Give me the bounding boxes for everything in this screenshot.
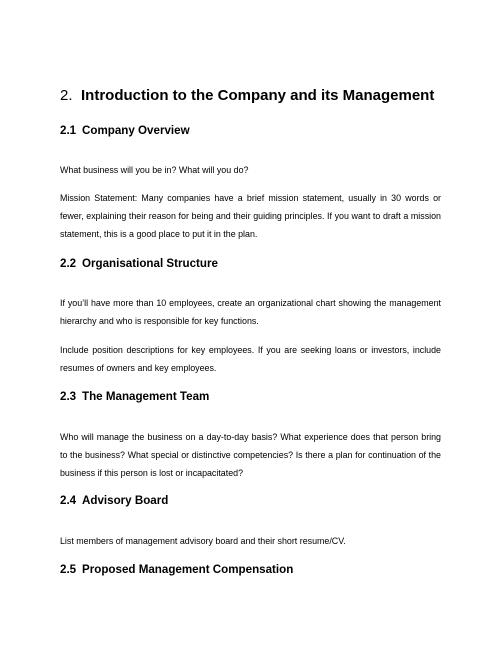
section-heading-organisational-structure <box>60 256 460 272</box>
section-number: 2.1 <box>60 124 77 137</box>
chapter-number: 2. <box>60 87 73 104</box>
paragraph: What business will you be in? What will you do? <box>60 165 249 175</box>
section-title: Organisational Structure <box>82 257 218 270</box>
section-heading-company-overview <box>60 123 460 139</box>
paragraph: Include position descriptions for key employees. If you are seeking loans or investors, include resumes of owners and key employees. <box>60 345 441 374</box>
section-heading-advisory-board <box>60 493 460 509</box>
section-number: 2.4 <box>60 494 77 507</box>
chapter-title: Introduction to the Company and its Management <box>81 87 435 104</box>
section-number: 2.5 <box>60 563 77 576</box>
paragraph: Who will manage the business on a day-to-day basis? What experience does that person bring to the business? What special or distinctive competencies? Is there a plan for continuation of the business if this person is lost or incapacitated? <box>60 432 441 479</box>
section-title: The Management Team <box>82 390 210 403</box>
section-number: 2.3 <box>60 390 77 403</box>
section-heading-management-compensation <box>60 562 460 578</box>
section-title: Company Overview <box>82 124 190 137</box>
section-heading-management-team <box>60 389 460 405</box>
section-number: 2.2 <box>60 257 77 270</box>
paragraph: If you’ll have more than 10 employees, create an organizational chart showing the management hierarchy and who is responsible for key functions. <box>60 298 441 327</box>
section-title: Advisory Board <box>82 494 169 507</box>
paragraph: List members of management advisory board and their short resume/CV. <box>60 536 346 546</box>
paragraph: Mission Statement: Many companies have a brief mission statement, usually in 30 words or fewer, explaining their reason for being and their guiding principles. If you want to draft a mission statement, this is a good place to put it in the plan. <box>60 193 441 240</box>
section-title: Proposed Management Compensation <box>82 563 294 576</box>
chapter-heading <box>60 86 460 106</box>
